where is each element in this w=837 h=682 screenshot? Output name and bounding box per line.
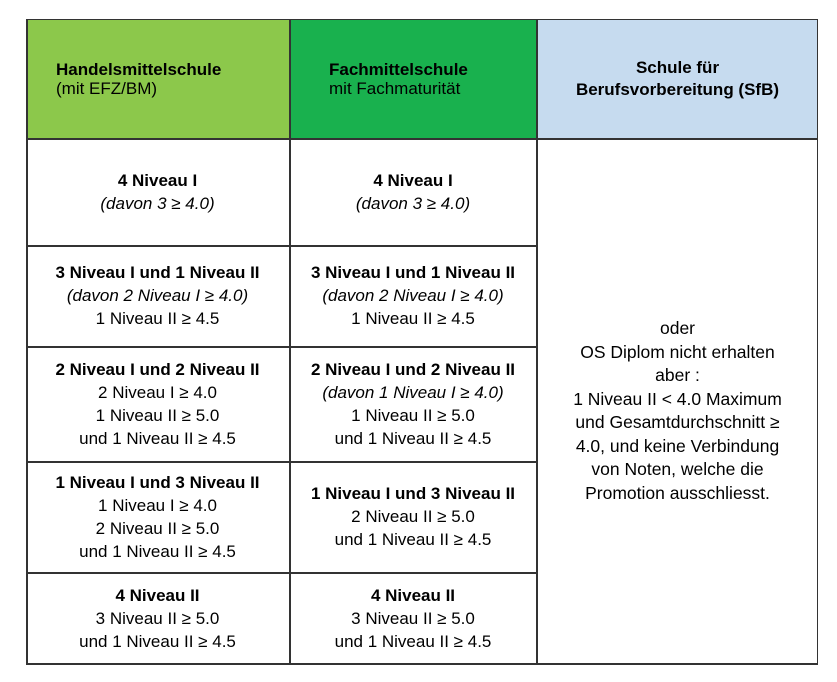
header-col1-title: Handelsmittelschule <box>56 59 222 79</box>
header-col2-subtitle: mit Fachmaturität <box>329 78 461 98</box>
requirement-detail: 1 Niveau II ≥ 5.0 <box>351 405 475 425</box>
sfb-line: 1 Niveau II < 4.0 Maximum <box>573 388 782 409</box>
requirement-detail: 1 Niveau II ≥ 4.5 <box>95 309 220 328</box>
requirement-detail: 1 Niveau II ≥ 5.0 <box>95 405 220 425</box>
sfb-line: von Noten, welche die <box>591 459 764 479</box>
requirement-detail: (davon 2 Niveau I ≥ 4.0) <box>66 286 249 305</box>
requirement-detail: und 1 Niveau II ≥ 4.5 <box>79 541 236 561</box>
border-bottom <box>26 663 818 665</box>
cell-row4-col1 <box>26 461 289 572</box>
requirement-detail: (davon 3 ≥ 4.0) <box>355 193 471 213</box>
divider-row2 <box>26 346 537 348</box>
border-right <box>817 19 818 664</box>
requirement-title: 3 Niveau I und 1 Niveau II <box>55 263 260 282</box>
requirement-title: 4 Niveau I <box>117 170 198 190</box>
requirement-detail: 1 Niveau I ≥ 4.0 <box>98 495 217 515</box>
requirement-detail: 2 Niveau II ≥ 5.0 <box>351 507 475 526</box>
header-col3-line2: Berufsvorbereitung (SfB) <box>575 79 780 99</box>
divider-row3 <box>26 461 537 463</box>
header-sfb <box>537 19 818 138</box>
cell-row5-col1 <box>26 572 289 664</box>
border-left <box>26 19 28 664</box>
divider-col1 <box>289 19 291 664</box>
divider-row4 <box>26 572 537 574</box>
sfb-line: 4.0, und keine Verbindung <box>575 435 780 456</box>
promotion-table <box>26 19 818 664</box>
requirement-title: 3 Niveau I und 1 Niveau II <box>310 263 516 282</box>
header-col1-subtitle: (mit EFZ/BM) <box>56 78 158 98</box>
requirement-detail: und 1 Niveau II ≥ 4.5 <box>334 631 492 651</box>
cell-sfb-conditions <box>537 138 818 664</box>
cell-row1-col2 <box>289 138 537 245</box>
requirement-detail: (davon 2 Niveau I ≥ 4.0) <box>322 286 504 305</box>
sfb-line: Promotion ausschliesst. <box>585 482 770 503</box>
requirement-detail: und 1 Niveau II ≥ 4.5 <box>79 631 236 651</box>
sfb-line: oder <box>659 318 696 338</box>
requirement-title: 4 Niveau II <box>115 585 200 605</box>
cell-row1-col1 <box>26 138 289 245</box>
requirement-title: 4 Niveau I <box>373 170 453 190</box>
requirement-detail: und 1 Niveau II ≥ 4.5 <box>334 428 492 448</box>
sfb-line: und Gesamtdurchschnitt ≥ <box>575 412 780 432</box>
sfb-line: OS Diplom nicht erhalten <box>580 341 775 362</box>
divider-header <box>26 138 818 140</box>
cell-row2-col1 <box>26 245 289 346</box>
requirement-title: 1 Niveau I und 3 Niveau II <box>310 484 516 503</box>
header-handelsmittelschule <box>26 19 289 138</box>
requirement-detail: 3 Niveau II ≥ 5.0 <box>351 608 475 628</box>
requirement-title: 1 Niveau I und 3 Niveau II <box>55 472 260 492</box>
cell-row3-col2 <box>289 346 537 461</box>
requirement-detail: und 1 Niveau II ≥ 4.5 <box>79 428 236 448</box>
cell-row5-col2 <box>289 572 537 664</box>
requirement-detail: 1 Niveau II ≥ 4.5 <box>351 309 475 328</box>
cell-row4-col2 <box>289 461 537 572</box>
requirement-detail: (davon 3 ≥ 4.0) <box>100 193 215 213</box>
divider-col2 <box>536 19 538 664</box>
header-col2-title: Fachmittelschule <box>329 59 468 79</box>
requirement-title: 2 Niveau I und 2 Niveau II <box>310 359 516 379</box>
header-col3-line1: Schule für <box>635 57 720 77</box>
requirement-title: 4 Niveau II <box>370 585 456 605</box>
requirement-title: 2 Niveau I und 2 Niveau II <box>55 359 260 379</box>
cell-row3-col1 <box>26 346 289 461</box>
border-top <box>26 19 818 20</box>
requirement-detail: und 1 Niveau II ≥ 4.5 <box>334 530 492 549</box>
header-fachmittelschule <box>289 19 537 138</box>
requirement-detail: 3 Niveau II ≥ 5.0 <box>95 608 220 628</box>
requirement-detail: (davon 1 Niveau I ≥ 4.0) <box>322 382 504 402</box>
divider-row1 <box>26 245 537 247</box>
cell-row2-col2 <box>289 245 537 346</box>
sfb-line: aber : <box>655 365 700 385</box>
requirement-detail: 2 Niveau I ≥ 4.0 <box>98 382 217 402</box>
requirement-detail: 2 Niveau II ≥ 5.0 <box>95 518 220 538</box>
